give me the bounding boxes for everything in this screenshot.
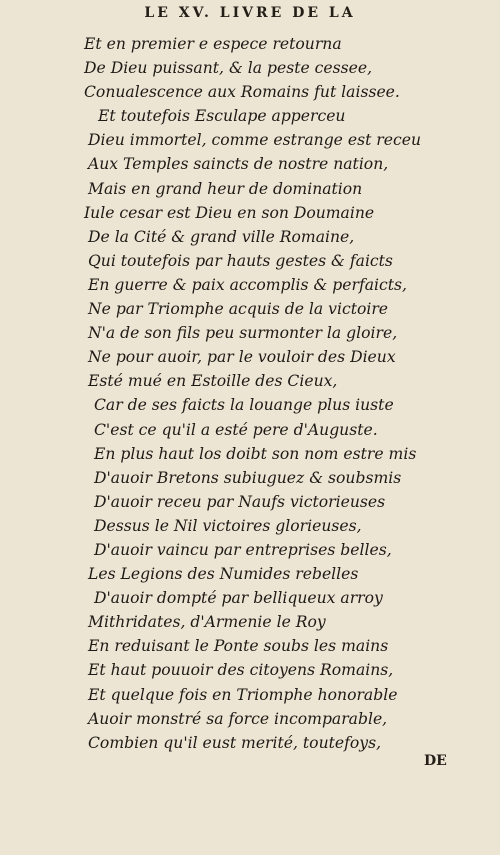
verse-line: Car de ses faicts la louange plus iuste bbox=[94, 396, 394, 415]
verse-line: Auoir monstré sa force incomparable, bbox=[88, 709, 388, 728]
verse-line: Aux Temples saincts de nostre nation, bbox=[88, 155, 389, 174]
verse-line: Ne par Triomphe acquis de la victoire bbox=[88, 300, 389, 319]
verse-line: Qui toutefois par hauts gestes & faicts bbox=[88, 251, 393, 270]
verse-line: Et en premier e espece retourna bbox=[84, 35, 342, 53]
catchword: DE bbox=[424, 753, 447, 769]
verse-line: En plus haut los doibt son nom estre mis bbox=[94, 444, 417, 463]
verse-line: C'est ce qu'il a esté pere d'Auguste. bbox=[94, 420, 378, 439]
verse-line: Conualescence aux Romains fut laissee. bbox=[84, 83, 400, 102]
verse-line: En reduisant le Ponte soubs les mains bbox=[88, 637, 389, 656]
verse-line: Dessus le Nil victoires glorieuses, bbox=[94, 516, 362, 535]
verse-block bbox=[84, 32, 424, 755]
verse-line: Iule cesar est Dieu en son Doumaine bbox=[84, 203, 375, 222]
verse-line: N'a de son fils peu surmonter la gloire, bbox=[88, 324, 398, 343]
verse-line: Mithridates, d'Armenie le Roy bbox=[88, 613, 326, 632]
verse-line: Mais en grand heur de domination bbox=[88, 179, 363, 198]
verse-line: Ne pour auoir, par le vouloir des Dieux bbox=[88, 348, 396, 367]
verse-line: Esté mué en Estoille des Cieux, bbox=[88, 372, 338, 391]
verse-line: D'auoir receu par Naufs victorieuses bbox=[94, 492, 386, 511]
verse-line: Et toutefois Esculape apperceu bbox=[98, 107, 346, 126]
verse-line: D'auoir vaincu par entreprises belles, bbox=[94, 540, 392, 559]
verse-line: Les Legions des Numides rebelles bbox=[88, 565, 359, 584]
verse-line: D'auoir Bretons subiuguez & soubsmis bbox=[94, 468, 402, 487]
verse-line: De la Cité & grand ville Romaine, bbox=[88, 227, 355, 246]
verse-line: D'auoir dompté par belliqueux arroy bbox=[94, 589, 383, 608]
verse-line: Combien qu'il eust merité, toutefoys, bbox=[88, 733, 382, 752]
verse-line: De Dieu puissant, & la peste cessee, bbox=[84, 59, 373, 78]
verse-line: Et quelque fois en Triomphe honorable bbox=[88, 685, 398, 704]
running-head: LE XV. LIVRE DE LA bbox=[144, 5, 356, 21]
verse-line: Et haut pouuoir des citoyens Romains, bbox=[88, 661, 394, 680]
verse-line: En guerre & paix accomplis & perfaicts, bbox=[88, 275, 407, 294]
verse-line: Dieu immortel, comme estrange est receu bbox=[88, 131, 421, 150]
